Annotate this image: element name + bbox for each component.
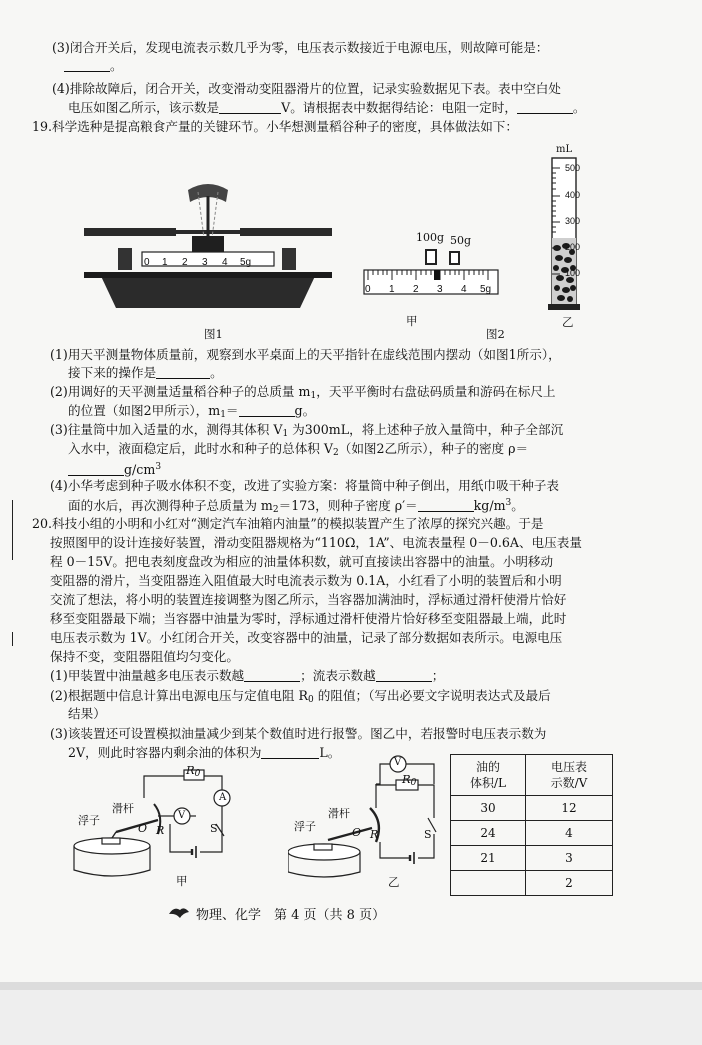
svg-text:1: 1 xyxy=(389,284,395,295)
q20-line7: 电压表示数为 1V。小红闭合开关，改变容器中的油量，记录了部分数据如表所示。电源电压 xyxy=(50,630,563,645)
svg-text:0: 0 xyxy=(365,284,371,295)
q18-part4-line1: (4)排除故障后，闭合开关，改变滑动变阻器滑片的位置，记录实验数据见下表。表中空白处 xyxy=(52,81,561,96)
rider xyxy=(434,270,440,280)
page-footer: 物理、化学 第 4 页（共 8 页） xyxy=(196,908,386,923)
ammeter-label: A xyxy=(219,792,227,803)
voltmeter-label: V xyxy=(178,810,186,821)
q19-part3-line1: (3)往量筒中加入适量的水，测得其体积 $V_1$ 为300mL，将上述种子放入量筒中，种子全部沉 xyxy=(50,422,564,439)
footer-logo-icon xyxy=(168,904,190,920)
q20-line2: 按照图甲的设计连接好装置，滑动变阻器规格为“110Ω，1A”、电流表量程 0－0.6A、电压表量 xyxy=(50,535,582,550)
q18-part3-line1: (3)闭合开关后，发现电流表示数几乎为零，电压表示数接近于电源电压，则故障可能是： xyxy=(52,40,549,55)
q19-part2-line2: 的位置（如图2甲所示），$m_1= g$。 xyxy=(68,403,316,420)
table-header-cell: 油的 体积/L xyxy=(451,755,526,796)
svg-text:5g: 5g xyxy=(240,257,252,268)
balance-base xyxy=(100,274,316,308)
q19-part4-line1: (4)小华考虑到种子吸水体积不变，改进了实验方案：将量筒中种子倒出，用纸巾吸干种子表 xyxy=(50,478,559,493)
balance-figure xyxy=(80,178,336,318)
table-cell: 12 xyxy=(526,796,613,821)
answer-blank[interactable] xyxy=(64,59,110,72)
pivot-label-yi: O xyxy=(352,826,362,839)
float-yi xyxy=(314,844,332,850)
rod-label-jia: 滑杆 xyxy=(112,802,134,815)
q20-line1: 20.科技小组的小明和小红对“测定汽车油箱内油量”的模拟装置产生了浓厚的探究兴趣。于是 xyxy=(32,516,544,531)
float-label-jia: 浮子 xyxy=(78,814,100,827)
q20-part3-line2: 2V，则此时容器内剩余油的体积为 L。 xyxy=(68,745,341,760)
cylinder-tick-500: 500 xyxy=(565,163,581,173)
q20-part2-line2: 结果） xyxy=(68,706,106,721)
table-cell xyxy=(451,871,526,896)
answer-blank[interactable] xyxy=(376,669,432,682)
table-row xyxy=(451,821,613,846)
table-cell: 3 xyxy=(526,846,613,871)
figure2-jia-label: 甲 xyxy=(406,314,418,328)
left-pan xyxy=(84,228,176,236)
cylinder-tick-100: 100 xyxy=(565,268,581,278)
answer-blank[interactable] xyxy=(156,366,210,379)
svg-text:0: 0 xyxy=(144,257,150,268)
right-pan xyxy=(240,228,332,236)
svg-text:1: 1 xyxy=(162,257,168,268)
table-header-row xyxy=(451,755,613,796)
circuit-yi-r0-label: $R_0$ xyxy=(402,772,417,788)
graduated-cylinder-figure xyxy=(548,156,592,312)
svg-text:2: 2 xyxy=(182,257,188,268)
weight-50g xyxy=(450,252,459,264)
voltmeter-yi-label: V xyxy=(394,757,402,768)
q20-line4: 变阻器的滑片，当变阻器连入阻值最大时电流表示数为 0.1A，小红看了小明的装置后和小明 xyxy=(50,573,562,588)
table-cell: 4 xyxy=(526,821,613,846)
q18-part4-line2: 电压如图乙所示，该示数是 V。请根据表中数据得结论：电阻一定时， 。 xyxy=(68,100,586,115)
answer-blank[interactable] xyxy=(418,499,474,512)
figure1-caption: 图1 xyxy=(204,327,223,341)
q20-line3: 程 0－15V。把电表刻度盘改为相应的油量体积数，就可直接读出容器中的油量。小明移动 xyxy=(50,554,554,569)
q19-part1-line2: 接下来的操作是 。 xyxy=(68,365,223,380)
circuit-yi-figure xyxy=(288,754,448,880)
answer-blank[interactable] xyxy=(68,463,124,476)
circuit-yi-caption: 乙 xyxy=(388,875,400,889)
switch-label-yi: S xyxy=(424,828,432,841)
float-label-yi: 浮子 xyxy=(294,820,316,833)
rheostat-label-jia: R xyxy=(156,824,165,837)
margin-mark xyxy=(12,500,13,560)
rider-scale-figure xyxy=(362,246,500,298)
cylinder-tick-200: 200 xyxy=(565,242,581,252)
svg-text:3: 3 xyxy=(202,257,208,268)
table-cell: 24 xyxy=(451,821,526,846)
figure2-yi-label: 乙 xyxy=(562,315,574,329)
weight-50g-label: 50g xyxy=(450,234,472,247)
rod-label-yi: 滑杆 xyxy=(328,807,350,820)
q20-part2-line1: (2)根据题中信息计算出电源电压与定值电阻 $R_0$ 的阻值；（写出必要文字说明表达式及最后 xyxy=(50,688,551,705)
q19-part2-line1: (2)用调好的天平测量适量稻谷种子的总质量 $m_1$，天平平衡时右盘砝码质量和游码在标尺上 xyxy=(50,384,556,401)
q20-part1: (1)甲装置中油量越多电压表示数越 ；流表示数越 ； xyxy=(50,668,445,683)
table-row xyxy=(451,796,613,821)
margin-mark xyxy=(12,632,13,646)
cylinder-tick-400: 400 xyxy=(565,190,581,200)
q20-line6: 移至变阻器最下端；当容器中油量为零时，浮标通过滑杆使滑片恰好移至变阻器最上端，此时 xyxy=(50,611,567,626)
weight-100g xyxy=(426,250,436,264)
q18-part3-line2: 。 xyxy=(64,58,123,73)
float xyxy=(102,838,120,844)
answer-blank[interactable] xyxy=(244,669,300,682)
cylinder-unit: mL xyxy=(556,144,573,155)
q20-line5: 交流了想法，将小明的装置连接调整为图乙所示，当容器加满油时，浮标通过滑杆使滑片恰好 xyxy=(50,592,567,607)
q19-part3-line3: $g/cm^3$ xyxy=(68,460,161,477)
answer-blank[interactable] xyxy=(517,101,573,114)
answer-blank[interactable] xyxy=(239,404,295,417)
q20-part3-line1: (3)该装置还可设置模拟油量减少到某个数值时进行报警。图乙中，若报警时电压表示数为 xyxy=(50,726,547,741)
rheostat-label-yi: R xyxy=(370,828,379,841)
table-cell: 30 xyxy=(451,796,526,821)
circuit-jia-r0-label: $R_0$ xyxy=(186,763,201,779)
q19-part4-line2: 面的水后，再次测得种子总质量为 $m_2=173$，则种子密度 $\rho'= kg/m^3$。 xyxy=(68,498,524,515)
svg-text:4: 4 xyxy=(222,257,228,268)
svg-text:3: 3 xyxy=(437,284,443,295)
figure2-caption: 图2 xyxy=(486,327,505,341)
switch-label-jia: S xyxy=(210,822,218,835)
sliding-rod xyxy=(116,820,158,832)
table-header-cell: 电压表 示数/V xyxy=(526,755,613,796)
cylinder-tick-300: 300 xyxy=(565,216,581,226)
svg-text:5g: 5g xyxy=(480,284,492,295)
q19-part1-line1: (1)用天平测量物体质量前，观察到水平桌面上的天平指针在虚线范围内摆动（如图1所示）， xyxy=(50,347,561,362)
viewer-bottom-bar xyxy=(0,982,702,1045)
table-cell: 2 xyxy=(526,871,613,896)
oil-voltage-table xyxy=(450,754,613,896)
svg-text:2: 2 xyxy=(413,284,419,295)
q19-title: 19.科学选种是提高粮食产量的关键环节。小华想测量稻谷种子的密度，具体做法如下： xyxy=(32,119,518,134)
sliding-rod-yi xyxy=(328,828,372,840)
svg-text:4: 4 xyxy=(461,284,467,295)
table-cell: 21 xyxy=(451,846,526,871)
answer-blank[interactable] xyxy=(219,101,281,114)
q20-line8: 保持不变，变阻器阻值均匀变化。 xyxy=(50,649,239,664)
table-row xyxy=(451,846,613,871)
circuit-jia-caption: 甲 xyxy=(176,874,188,888)
q19-part3-line2: 入水中，液面稳定后，此时水和种子的总体积 $V_2$（如图2乙所示），种子的密度 ρ＝ xyxy=(68,441,529,458)
weight-100g-label: 100g xyxy=(416,231,445,244)
table-row xyxy=(451,871,613,896)
pivot-label-jia: O xyxy=(138,822,148,835)
